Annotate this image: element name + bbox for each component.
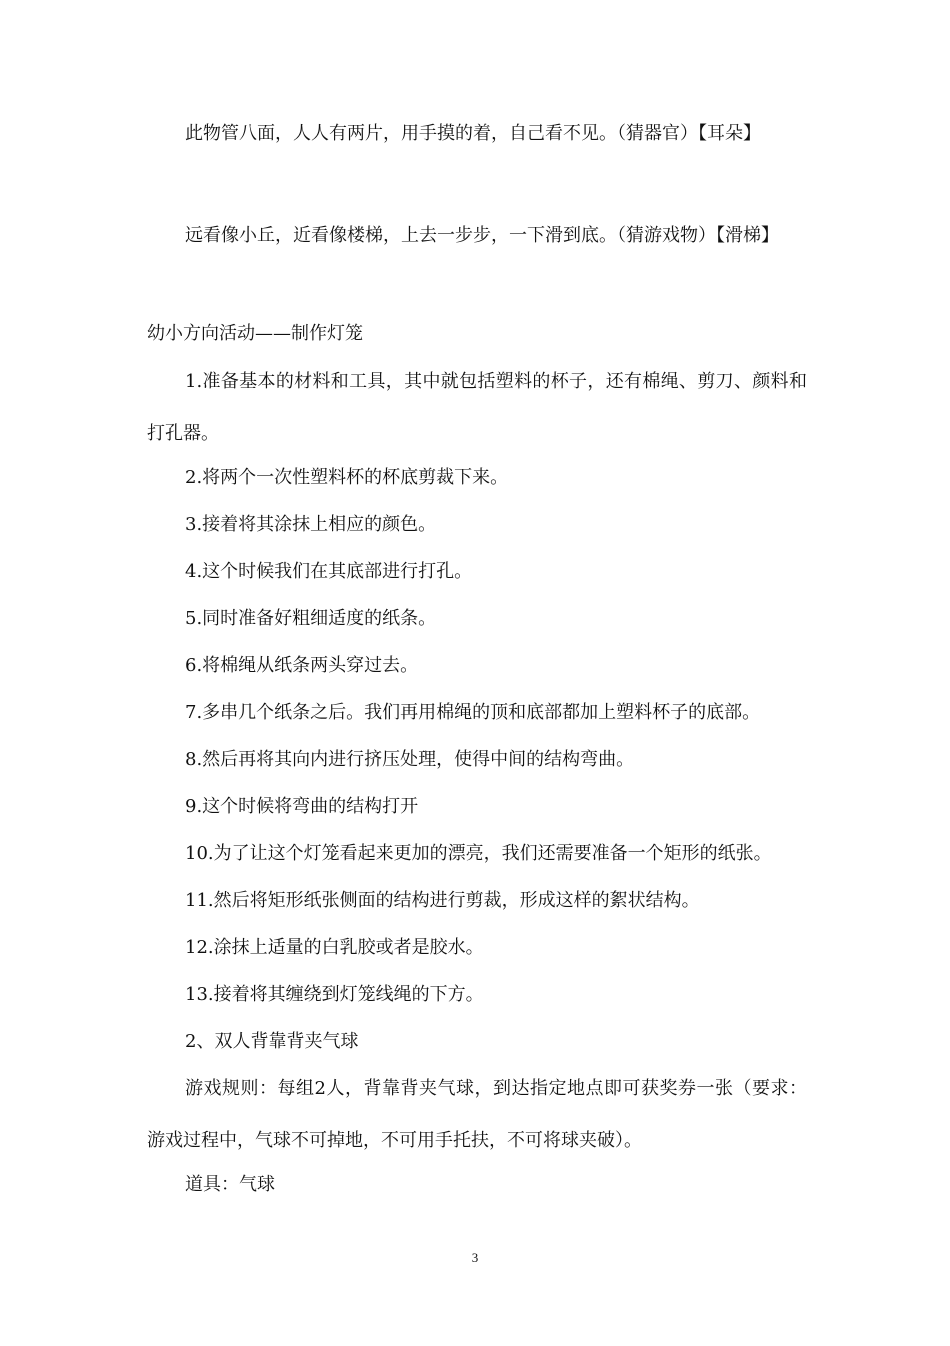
step-10-paragraph: 10.为了让这个灯笼看起来更加的漂亮，我们还需要准备一个矩形的纸张。 — [185, 843, 772, 864]
step-7-paragraph: 7.多串几个纸条之后。我们再用棉绳的顶和底部都加上塑料杯子的底部。 — [185, 702, 761, 723]
step-12-paragraph: 12.涂抹上适量的白乳胶或者是胶水。 — [185, 937, 484, 958]
step-2-paragraph: 2.将两个一次性塑料杯的杯底剪裁下来。 — [185, 467, 509, 488]
section-heading-lantern: 幼小方向活动——制作灯笼 — [147, 323, 363, 344]
step-5-paragraph: 5.同时准备好粗细适度的纸条。 — [185, 608, 437, 629]
step-13-paragraph: 13.接着将其缠绕到灯笼线绳的下方。 — [185, 984, 484, 1005]
step-11-paragraph: 11.然后将矩形纸张侧面的结构进行剪裁，形成这样的絮状结构。 — [185, 890, 700, 911]
step-9-paragraph: 9.这个时候将弯曲的结构打开 — [185, 796, 419, 817]
riddle-slide-paragraph: 远看像小丘，近看像楼梯，上去一步步，一下滑到底。（猜游戏物）【滑梯】 — [185, 225, 779, 246]
props-paragraph: 道具：气球 — [185, 1174, 275, 1195]
game-rules-paragraph: 游戏规则：每组2人，背靠背夹气球，到达指定地点即可获奖券一张（要求：游戏过程中，气球不可掉地，不可用手托扶，不可将球夹破）。 — [147, 1078, 807, 1151]
section-heading-balloon: 2、双人背靠背夹气球 — [185, 1031, 359, 1052]
page-number: 3 — [471, 1250, 479, 1265]
step-1-paragraph: 1.准备基本的材料和工具，其中就包括塑料的杯子，还有棉绳、剪刀、颜料和打孔器。 — [147, 371, 807, 444]
step-3-paragraph: 3.接着将其涂抹上相应的颜色。 — [185, 514, 437, 535]
step-4-paragraph: 4.这个时候我们在其底部进行打孔。 — [185, 561, 473, 582]
step-6-paragraph: 6.将棉绳从纸条两头穿过去。 — [185, 655, 419, 676]
step-8-paragraph: 8.然后再将其向内进行挤压处理，使得中间的结构弯曲。 — [185, 749, 635, 770]
riddle-ear-paragraph: 此物管八面，人人有两片，用手摸的着，自己看不见。（猜器官）【耳朵】 — [185, 123, 761, 144]
